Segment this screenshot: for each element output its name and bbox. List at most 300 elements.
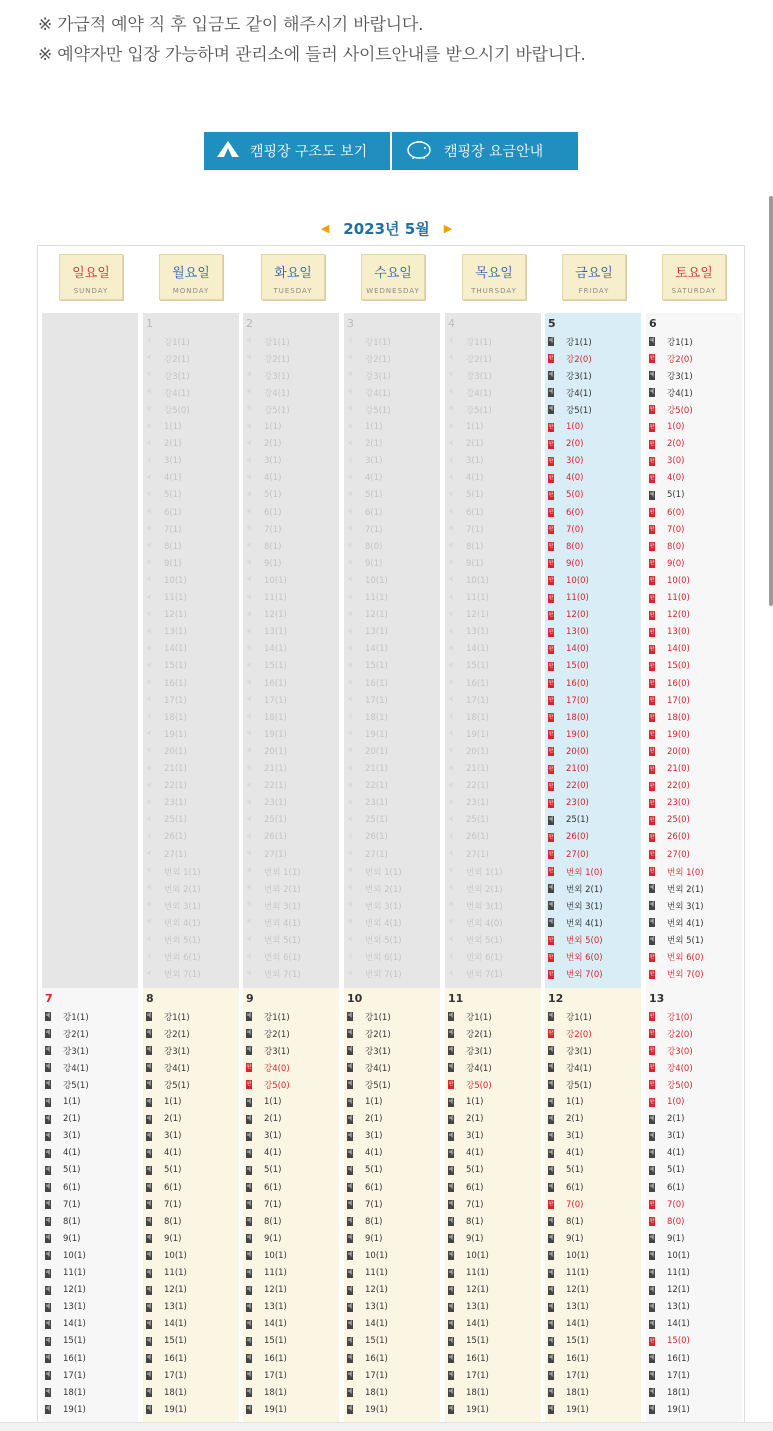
site-slot[interactable] — [649, 743, 690, 760]
site-slot[interactable] — [649, 1145, 684, 1162]
site-slot[interactable] — [548, 880, 603, 897]
site-slot[interactable] — [347, 1213, 382, 1230]
site-slot[interactable] — [649, 1042, 693, 1059]
site-slot[interactable] — [146, 1059, 190, 1076]
site-slot[interactable] — [448, 1076, 492, 1093]
site-slot[interactable] — [649, 1213, 684, 1230]
available-marker-icon: 예 — [45, 1132, 51, 1139]
site-slot[interactable] — [146, 1111, 181, 1128]
site-slot[interactable] — [649, 1367, 690, 1384]
site-slot[interactable] — [246, 1042, 290, 1059]
site-label: 6(1) — [63, 1182, 81, 1193]
site-slot[interactable] — [649, 453, 684, 470]
site-slot[interactable] — [347, 1350, 388, 1367]
site-slot[interactable] — [548, 333, 592, 350]
site-slot[interactable] — [347, 1059, 391, 1076]
site-slot[interactable] — [146, 1025, 190, 1042]
site-slot[interactable] — [347, 1299, 388, 1316]
site-slot[interactable] — [45, 1008, 89, 1025]
available-marker-icon: 예 — [347, 1115, 353, 1122]
site-slot[interactable] — [246, 1401, 287, 1418]
site-slot[interactable] — [347, 1265, 388, 1282]
site-slot[interactable] — [146, 1128, 181, 1145]
available-marker-icon: 예 — [649, 885, 655, 892]
site-label: 26(1) — [365, 832, 388, 843]
site-slot[interactable] — [649, 795, 690, 812]
site-slot[interactable] — [548, 1059, 592, 1076]
site-slot[interactable] — [548, 761, 589, 778]
available-marker-icon: 예 — [246, 970, 252, 977]
site-slot[interactable] — [548, 1162, 583, 1179]
site-slot[interactable] — [448, 1247, 489, 1264]
site-label: 17(0) — [667, 695, 690, 706]
site-label: 11(0) — [566, 593, 589, 603]
site-slot[interactable] — [347, 1008, 391, 1025]
site-slot[interactable] — [448, 1333, 489, 1350]
site-slot[interactable] — [448, 1162, 483, 1179]
site-slot[interactable] — [649, 1316, 690, 1333]
site-slot[interactable] — [246, 1213, 281, 1230]
available-marker-icon: 예 — [548, 1269, 554, 1276]
available-marker-icon: 예 — [146, 1115, 152, 1122]
available-marker-icon: 예 — [347, 355, 353, 362]
available-marker-icon: 예 — [548, 1320, 554, 1327]
available-marker-icon: 예 — [347, 748, 353, 755]
site-slot[interactable] — [548, 453, 583, 470]
site-slot[interactable] — [146, 1350, 187, 1367]
available-marker-icon: 예 — [548, 1286, 554, 1293]
site-slot[interactable] — [448, 1213, 483, 1230]
site-slot[interactable] — [548, 1128, 583, 1145]
site-slot[interactable] — [548, 1367, 589, 1384]
site-slot[interactable] — [649, 555, 684, 572]
site-slot[interactable] — [347, 1145, 382, 1162]
site-slot[interactable] — [649, 538, 684, 555]
site-slot[interactable] — [448, 1196, 483, 1213]
site-slot[interactable] — [649, 1128, 684, 1145]
site-slot[interactable] — [448, 1350, 489, 1367]
site-slot[interactable] — [246, 1128, 281, 1145]
site-slot[interactable] — [146, 1145, 181, 1162]
site-slot[interactable] — [649, 778, 690, 795]
site-slot[interactable] — [649, 641, 690, 658]
site-slot[interactable] — [448, 1367, 489, 1384]
site-slot[interactable] — [548, 863, 603, 880]
site-slot[interactable] — [246, 1094, 281, 1111]
site-slot[interactable] — [548, 1384, 589, 1401]
site-slot[interactable] — [649, 367, 693, 384]
site-slot[interactable] — [548, 949, 603, 966]
site-slot[interactable] — [246, 1367, 287, 1384]
site-slot[interactable] — [246, 1059, 290, 1076]
site-slot[interactable] — [246, 1076, 290, 1093]
site-slot[interactable] — [649, 401, 693, 418]
site-slot[interactable] — [548, 914, 603, 931]
available-marker-icon: 예 — [548, 1218, 554, 1225]
site-slot[interactable] — [246, 1230, 281, 1247]
site-slot[interactable] — [146, 1316, 187, 1333]
site-slot[interactable] — [45, 1179, 80, 1196]
site-slot[interactable] — [649, 709, 690, 726]
site-slot[interactable] — [146, 1333, 187, 1350]
site-slot[interactable] — [548, 1401, 589, 1418]
site-slot[interactable] — [548, 401, 592, 418]
site-slot[interactable] — [45, 1367, 86, 1384]
site-slot[interactable] — [548, 350, 592, 367]
site-slot[interactable] — [45, 1111, 80, 1128]
site-slot[interactable] — [146, 1367, 187, 1384]
full-marker-icon: 완 — [649, 423, 655, 430]
site-slot[interactable] — [45, 1299, 86, 1316]
site-slot[interactable] — [146, 1008, 190, 1025]
site-label: 번외 1(0) — [566, 867, 603, 878]
site-label: 21(1) — [164, 764, 187, 774]
site-slot[interactable] — [548, 1299, 589, 1316]
site-label: 16(1) — [667, 1353, 690, 1364]
site-slot[interactable] — [649, 1265, 690, 1282]
site-slot[interactable] — [649, 1008, 693, 1025]
site-slot[interactable] — [649, 1162, 684, 1179]
site-slot[interactable] — [649, 897, 704, 914]
site-slot[interactable] — [146, 1282, 187, 1299]
site-slot[interactable] — [146, 1247, 187, 1264]
site-slot[interactable] — [45, 1230, 80, 1247]
site-slot[interactable] — [548, 504, 583, 521]
site-slot[interactable] — [649, 384, 693, 401]
site-slot[interactable] — [548, 846, 589, 863]
site-slot — [347, 607, 388, 624]
site-slot[interactable] — [246, 1350, 287, 1367]
site-label: 9(1) — [466, 1233, 484, 1244]
site-label: 11(1) — [164, 1268, 187, 1278]
site-slot[interactable] — [649, 1094, 684, 1111]
site-slot[interactable] — [246, 1265, 287, 1282]
site-slot[interactable] — [548, 812, 589, 829]
site-slot[interactable] — [649, 846, 690, 863]
weekday-ko: 토요일 — [675, 266, 713, 281]
site-slot[interactable] — [548, 1213, 583, 1230]
site-slot[interactable] — [548, 1145, 583, 1162]
full-marker-icon: 완 — [548, 765, 554, 772]
site-slot[interactable] — [548, 1094, 583, 1111]
available-marker-icon: 예 — [146, 1064, 152, 1071]
site-slot[interactable] — [45, 1247, 86, 1264]
site-slot[interactable] — [246, 1025, 290, 1042]
site-slot[interactable] — [548, 1282, 589, 1299]
site-slot — [347, 367, 391, 384]
site-slot[interactable] — [649, 1299, 690, 1316]
site-slot[interactable] — [649, 692, 690, 709]
site-slot[interactable] — [246, 1282, 287, 1299]
site-slot[interactable] — [649, 1196, 684, 1213]
site-slot[interactable] — [548, 897, 603, 914]
site-slot[interactable] — [649, 1350, 690, 1367]
site-slot[interactable] — [649, 1282, 690, 1299]
site-slot[interactable] — [246, 1162, 281, 1179]
site-slot[interactable] — [347, 1162, 382, 1179]
site-slot[interactable] — [45, 1059, 89, 1076]
site-slot[interactable] — [347, 1094, 382, 1111]
site-slot[interactable] — [448, 1179, 483, 1196]
site-slot[interactable] — [146, 1265, 187, 1282]
site-slot[interactable] — [347, 1111, 382, 1128]
site-slot[interactable] — [548, 966, 603, 983]
site-slot[interactable] — [548, 675, 589, 692]
available-marker-icon: 예 — [448, 748, 454, 755]
site-slot[interactable] — [347, 1179, 382, 1196]
site-slot[interactable] — [448, 1282, 489, 1299]
site-slot[interactable] — [548, 624, 589, 641]
site-slot[interactable] — [649, 1179, 684, 1196]
site-slot[interactable] — [45, 1401, 86, 1418]
site-slot[interactable] — [448, 1384, 489, 1401]
site-label: 12(1) — [264, 610, 287, 621]
site-slot[interactable] — [347, 1025, 391, 1042]
site-slot[interactable] — [649, 726, 690, 743]
site-slot[interactable] — [347, 1333, 388, 1350]
site-slot[interactable] — [548, 1111, 583, 1128]
site-slot[interactable] — [649, 436, 684, 453]
site-slot[interactable] — [448, 1265, 489, 1282]
full-marker-icon: 완 — [548, 560, 554, 567]
site-slot[interactable] — [347, 1042, 391, 1059]
site-slot[interactable] — [649, 658, 690, 675]
site-label: 1(1) — [164, 422, 182, 432]
site-slot[interactable] — [649, 949, 704, 966]
site-slot[interactable] — [246, 1111, 281, 1128]
site-slot[interactable] — [548, 1316, 589, 1333]
site-slot[interactable] — [649, 590, 690, 607]
site-slot[interactable] — [649, 966, 704, 983]
site-slot[interactable] — [649, 1247, 690, 1264]
site-slot[interactable] — [548, 1350, 589, 1367]
site-slot — [246, 726, 287, 743]
site-slot[interactable] — [548, 1265, 589, 1282]
site-slot[interactable] — [246, 1299, 287, 1316]
site-label: 11(1) — [63, 1268, 86, 1278]
site-slot[interactable] — [448, 1059, 492, 1076]
site-slot[interactable] — [548, 829, 589, 846]
site-slot[interactable] — [548, 1179, 583, 1196]
site-slot[interactable] — [246, 1179, 281, 1196]
site-slot[interactable] — [45, 1213, 80, 1230]
site-slot[interactable] — [246, 1196, 281, 1213]
site-slot[interactable] — [448, 1401, 489, 1418]
site-slot[interactable] — [649, 1025, 693, 1042]
site-slot — [347, 453, 382, 470]
site-slot — [146, 897, 201, 914]
site-slot[interactable] — [347, 1230, 382, 1247]
site-slot[interactable] — [649, 829, 690, 846]
site-slot[interactable] — [45, 1350, 86, 1367]
site-slot[interactable] — [347, 1128, 382, 1145]
site-slot[interactable] — [649, 333, 693, 350]
site-slot[interactable] — [548, 1196, 583, 1213]
site-slot[interactable] — [649, 419, 684, 436]
site-slot[interactable] — [347, 1367, 388, 1384]
site-slot[interactable] — [45, 1196, 80, 1213]
site-slot[interactable] — [649, 1401, 690, 1418]
site-slot[interactable] — [548, 709, 589, 726]
site-slot[interactable] — [548, 795, 589, 812]
site-slot[interactable] — [146, 1196, 181, 1213]
site-label: 27(1) — [264, 849, 287, 860]
site-slot[interactable] — [347, 1196, 382, 1213]
available-marker-icon: 예 — [347, 782, 353, 789]
site-slot[interactable] — [45, 1282, 86, 1299]
site-slot[interactable] — [548, 641, 589, 658]
site-slot[interactable] — [548, 607, 589, 624]
site-slot[interactable] — [45, 1145, 80, 1162]
site-slot[interactable] — [548, 932, 603, 949]
site-slot[interactable] — [448, 1111, 483, 1128]
site-slot[interactable] — [146, 1042, 190, 1059]
site-slot[interactable] — [347, 1076, 391, 1093]
site-slot[interactable] — [448, 1025, 492, 1042]
site-slot[interactable] — [548, 1333, 589, 1350]
available-marker-icon: 예 — [347, 611, 353, 618]
site-slot[interactable] — [548, 470, 583, 487]
site-slot[interactable] — [347, 1247, 388, 1264]
site-slot[interactable] — [649, 1230, 684, 1247]
available-marker-icon: 예 — [448, 833, 454, 840]
site-slot[interactable] — [448, 1299, 489, 1316]
site-slot[interactable] — [649, 572, 690, 589]
site-slot[interactable] — [649, 521, 684, 538]
site-label: 10(1) — [466, 575, 489, 586]
site-slot[interactable] — [548, 436, 583, 453]
available-marker-icon: 예 — [246, 1406, 252, 1413]
site-slot[interactable] — [146, 1076, 190, 1093]
site-label: 10(1) — [667, 1250, 690, 1261]
site-slot[interactable] — [246, 1333, 287, 1350]
site-slot[interactable] — [649, 863, 704, 880]
site-slot[interactable] — [548, 521, 583, 538]
site-slot[interactable] — [246, 1316, 287, 1333]
site-slot[interactable] — [548, 590, 589, 607]
site-slot[interactable] — [548, 384, 592, 401]
site-slot[interactable] — [246, 1384, 287, 1401]
site-slot[interactable] — [649, 812, 690, 829]
site-slot[interactable] — [45, 1094, 80, 1111]
site-label: 13(0) — [667, 627, 690, 638]
site-slot[interactable] — [548, 743, 589, 760]
site-slot[interactable] — [146, 1213, 181, 1230]
site-slot[interactable] — [548, 1247, 589, 1264]
site-slot[interactable] — [448, 1230, 483, 1247]
site-slot[interactable] — [649, 607, 690, 624]
site-slot[interactable] — [45, 1025, 89, 1042]
site-slot[interactable] — [45, 1316, 86, 1333]
site-slot[interactable] — [45, 1076, 89, 1093]
site-slot[interactable] — [347, 1401, 388, 1418]
site-slot[interactable] — [649, 470, 684, 487]
site-slot[interactable] — [548, 419, 583, 436]
site-slot[interactable] — [448, 1316, 489, 1333]
site-slot[interactable] — [448, 1008, 492, 1025]
site-slot[interactable] — [146, 1179, 181, 1196]
site-slot[interactable] — [548, 1042, 592, 1059]
site-slot[interactable] — [649, 487, 684, 504]
available-marker-icon: 예 — [146, 1047, 152, 1054]
site-slot[interactable] — [448, 1042, 492, 1059]
camp-structure-button[interactable] — [204, 132, 390, 170]
site-slot[interactable] — [246, 1145, 281, 1162]
site-slot[interactable] — [448, 1145, 483, 1162]
site-slot[interactable] — [146, 1384, 187, 1401]
site-slot[interactable] — [649, 624, 690, 641]
site-slot[interactable] — [649, 880, 704, 897]
site-slot[interactable] — [146, 1094, 181, 1111]
site-slot[interactable] — [649, 1384, 690, 1401]
site-slot[interactable] — [146, 1401, 187, 1418]
site-label: 20(1) — [365, 746, 388, 757]
site-slot[interactable] — [146, 1162, 181, 1179]
site-slot[interactable] — [649, 932, 704, 949]
site-slot[interactable] — [448, 1094, 483, 1111]
site-slot[interactable] — [649, 504, 684, 521]
site-slot[interactable] — [548, 487, 583, 504]
site-slot[interactable] — [246, 1247, 287, 1264]
site-slot[interactable] — [548, 692, 589, 709]
site-slot[interactable] — [548, 778, 589, 795]
site-slot[interactable] — [146, 1299, 187, 1316]
site-slot[interactable] — [548, 572, 589, 589]
day-number: 4 — [448, 317, 455, 330]
site-slot[interactable] — [649, 1076, 693, 1093]
prev-month-icon[interactable]: ◀ — [320, 222, 330, 235]
site-label: 15(1) — [164, 1336, 187, 1347]
site-slot[interactable] — [548, 726, 589, 743]
site-slot[interactable] — [45, 1162, 80, 1179]
site-slot[interactable] — [45, 1333, 86, 1350]
site-label: 6(1) — [264, 1182, 282, 1193]
site-slot[interactable] — [649, 1059, 693, 1076]
site-slot[interactable] — [347, 1384, 388, 1401]
site-slot[interactable] — [45, 1128, 80, 1145]
site-slot — [347, 795, 388, 812]
site-slot[interactable] — [548, 367, 592, 384]
camp-pricing-button[interactable] — [392, 132, 578, 170]
site-slot[interactable] — [649, 1333, 690, 1350]
site-slot[interactable] — [548, 658, 589, 675]
site-slot[interactable] — [548, 1230, 583, 1247]
site-slot[interactable] — [649, 675, 690, 692]
site-slot[interactable] — [548, 555, 583, 572]
site-slot[interactable] — [347, 1316, 388, 1333]
site-slot[interactable] — [548, 1076, 592, 1093]
site-slot[interactable] — [649, 761, 690, 778]
next-month-icon[interactable]: ▶ — [443, 222, 453, 235]
page-scrollbar[interactable] — [769, 196, 773, 606]
site-slot[interactable] — [548, 1025, 592, 1042]
full-marker-icon: 완 — [649, 782, 655, 789]
available-marker-icon: 예 — [146, 936, 152, 943]
site-slot[interactable] — [45, 1384, 86, 1401]
site-slot[interactable] — [649, 1111, 684, 1128]
site-slot[interactable] — [45, 1265, 86, 1282]
site-slot[interactable] — [548, 538, 583, 555]
site-slot[interactable] — [649, 914, 704, 931]
site-label: 25(1) — [466, 815, 489, 826]
site-slot[interactable] — [548, 1008, 592, 1025]
site-slot[interactable] — [649, 350, 693, 367]
site-slot[interactable] — [347, 1282, 388, 1299]
site-slot[interactable] — [246, 1008, 290, 1025]
site-slot[interactable] — [45, 1042, 89, 1059]
site-slot[interactable] — [448, 1128, 483, 1145]
site-slot[interactable] — [146, 1230, 181, 1247]
